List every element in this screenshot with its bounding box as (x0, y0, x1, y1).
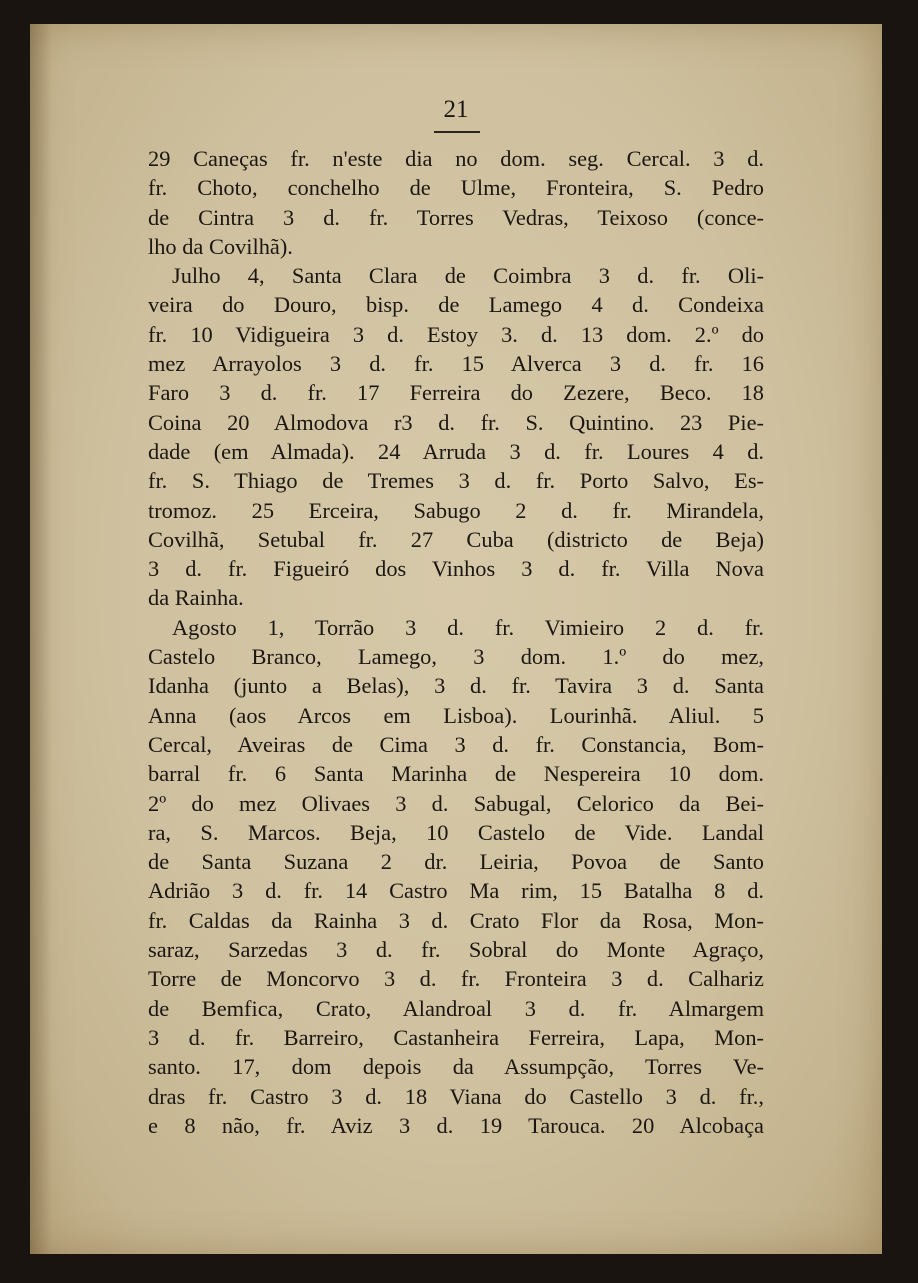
text-line: Coina 20 Almodova r3 d. fr. S. Quintino. 23 Pie- (148, 409, 764, 435)
text-line: Cercal, Aveiras de Cima 3 d. fr. Constancia, Bom- (148, 731, 764, 757)
text-line: de Bemfica, Crato, Alandroal 3 d. fr. Almargem (148, 995, 764, 1021)
text-line: Castelo Branco, Lamego, 3 dom. 1.º do mez, (148, 644, 764, 670)
text-line: fr. Caldas da Rainha 3 d. Crato Flor da Rosa, Mon- (148, 907, 764, 933)
text-line: ra, S. Marcos. Beja, 10 Castelo de Vide. Landal (148, 819, 764, 845)
text-line: Julho 4, Santa Clara de Coimbra 3 d. fr. Oli- (172, 263, 764, 289)
spine-shadow (30, 24, 52, 1254)
text-line: 2º do mez Olivaes 3 d. Sabugal, Celorico da Bei- (148, 790, 764, 816)
text-line: dade (em Almada). 24 Arruda 3 d. fr. Loures 4 d. (148, 438, 764, 464)
text-line: Faro 3 d. fr. 17 Ferreira do Zezere, Beco. 18 (148, 380, 764, 406)
text-line: dras fr. Castro 3 d. 18 Viana do Castello 3 d. fr., (148, 1083, 764, 1109)
text-line: Adrião 3 d. fr. 14 Castro Ma rim, 15 Batalha 8 d. (148, 878, 764, 904)
header-rule (434, 131, 480, 133)
book-page (30, 24, 882, 1254)
text-line: veira do Douro, bisp. de Lamego 4 d. Condeixa (148, 292, 764, 318)
text-line: santo. 17, dom depois da Assumpção, Torres Ve- (148, 1054, 764, 1080)
text-line: 3 d. fr. Barreiro, Castanheira Ferreira, Lapa, Mon- (148, 1024, 764, 1050)
text-line: Torre de Moncorvo 3 d. fr. Fronteira 3 d. Calhariz (148, 966, 764, 992)
body-text (148, 144, 764, 1140)
text-line: de Santa Suzana 2 dr. Leiria, Povoa de Santo (148, 849, 764, 875)
text-line: mez Arrayolos 3 d. fr. 15 Alverca 3 d. fr. 16 (148, 351, 764, 377)
text-line: saraz, Sarzedas 3 d. fr. Sobral do Monte Agraço, (148, 937, 764, 963)
text-line: da Rainha. (148, 585, 244, 611)
text-line: lho da Covilhã). (148, 233, 293, 259)
text-line: 29 Caneças fr. n'este dia no dom. seg. Cercal. 3 d. (148, 146, 764, 171)
text-line: fr. Choto, conchelho de Ulme, Fronteira, S. Pedro (148, 175, 764, 201)
text-line: de Cintra 3 d. fr. Torres Vedras, Teixoso (conce- (148, 204, 764, 230)
text-line: Idanha (junto a Belas), 3 d. fr. Tavira 3 d. Santa (148, 673, 764, 699)
page-number: 21 (443, 96, 469, 123)
text-line: fr. S. Thiago de Tremes 3 d. fr. Porto Salvo, Es- (148, 468, 764, 494)
text-line: tromoz. 25 Erceira, Sabugo 2 d. fr. Mirandela, (148, 497, 764, 523)
text-line: barral fr. 6 Santa Marinha de Nespereira 10 dom. (148, 761, 764, 787)
text-line: e 8 não, fr. Aviz 3 d. 19 Tarouca. 20 Alcobaça (148, 1112, 764, 1138)
text-line: fr. 10 Vidigueira 3 d. Estoy 3. d. 13 dom. 2.º do (148, 321, 764, 347)
text-line: Agosto 1, Torrão 3 d. fr. Vimieiro 2 d. fr. (172, 614, 764, 640)
text-line: 3 d. fr. Figueiró dos Vinhos 3 d. fr. Villa Nova (148, 556, 764, 582)
text-line: Anna (aos Arcos em Lisboa). Lourinhã. Aliul. 5 (148, 702, 764, 728)
text-line: Covilhã, Setubal fr. 27 Cuba (districto de Beja) (148, 526, 764, 552)
